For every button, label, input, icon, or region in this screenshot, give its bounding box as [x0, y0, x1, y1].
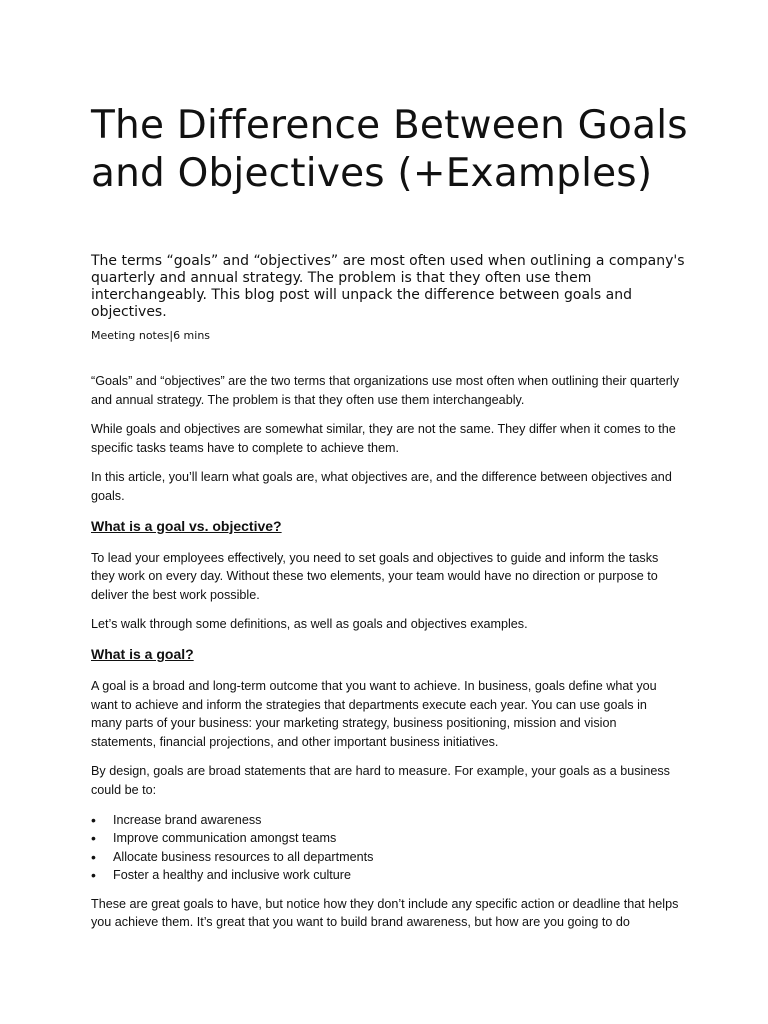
list-item — [91, 866, 681, 885]
article-title: The Difference Between Goals and Objectives (+Examples) — [91, 103, 688, 196]
list-item — [91, 811, 681, 830]
list-item-text: Foster a healthy and inclusive work culture — [113, 868, 351, 883]
section-heading-what-is-a-goal: What is a goal? — [91, 645, 194, 662]
article-meta: Meeting notes|6 mins — [91, 329, 211, 342]
section1-paragraph-2: Let’s walk through some definitions, as well as goals and objectives examples. — [91, 617, 528, 632]
goals-list — [91, 811, 681, 885]
list-item — [91, 848, 681, 867]
bullet-icon: • — [91, 811, 96, 828]
article-body — [91, 372, 681, 943]
list-item-text: Increase brand awareness — [113, 812, 262, 827]
list-item — [91, 829, 681, 848]
bullet-icon: • — [91, 867, 96, 884]
article-lead: The terms “goals” and “objectives” are most often used when outlining a company's quarterly and annual strategy. The problem is that they often use them interchangeably. This blog post will unpack the difference between goals and objectives. — [91, 253, 685, 320]
intro-paragraph-2: While goals and objectives are somewhat similar, they are not the same. They differ when it comes to the specific tasks teams have to complete to achieve them. — [91, 422, 676, 455]
section2-paragraph-2: By design, goals are broad statements that are hard to measure. For example, your goals as a business could be to: — [91, 764, 670, 797]
bullet-icon: • — [91, 848, 96, 865]
intro-paragraph-1: “Goals” and “objectives” are the two terms that organizations use most often when outlining their quarterly and annual strategy. The problem is that they often use them interchangeably. — [91, 374, 680, 407]
list-item-text: Improve communication amongst teams — [113, 831, 337, 846]
section2-paragraph-1: A goal is a broad and long-term outcome that you want to achieve. In business, goals define what you want to achieve and inform the strategies that departments execute each year. You can use goals in many parts of your business: your marketing strategy, business positioning, mission and vision statements, financial projections, and other important business initiatives. — [91, 678, 657, 749]
intro-paragraph-3: In this article, you’ll learn what goals are, what objectives are, and the difference between objectives and goals. — [91, 470, 672, 503]
bullet-icon: • — [91, 830, 96, 847]
section2-closing-paragraph: These are great goals to have, but notice how they don’t include any specific action or deadline that helps you achieve them. It’s great that you want to build brand awareness, but how are you going to do — [91, 896, 679, 930]
list-item-text: Allocate business resources to all departments — [113, 849, 374, 864]
section1-paragraph-1: To lead your employees effectively, you need to set goals and objectives to guide and inform the tasks they work on every day. Without these two elements, your team would have no direction or purpose to deliver the best work possible. — [91, 550, 659, 602]
section-heading-goal-vs-objective: What is a goal vs. objective? — [91, 517, 282, 534]
